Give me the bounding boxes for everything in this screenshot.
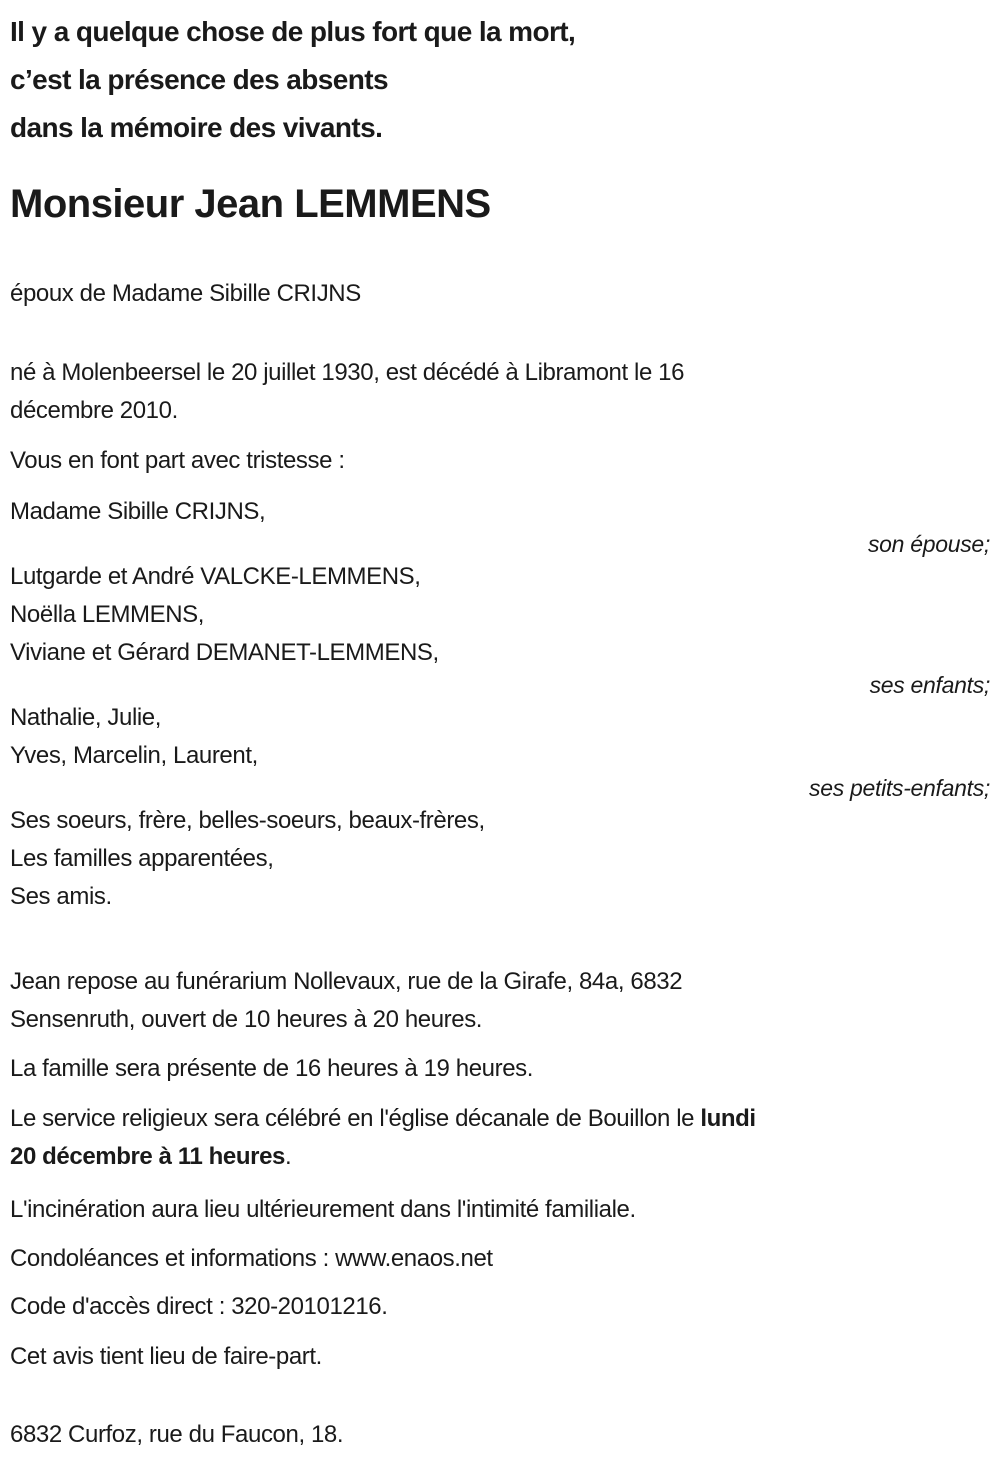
service-line-1-bold: lundi xyxy=(700,1105,756,1132)
intro-line: Vous en font part avec tristesse : xyxy=(10,447,345,474)
other-relatives-line: Ses soeurs, frère, belles-soeurs, beaux-frères, xyxy=(10,807,485,834)
footer-address-line: 6832 Curfoz, rue du Faucon, 18. xyxy=(10,1421,344,1448)
children-relationship-label: ses enfants; xyxy=(869,672,990,698)
grandchild-name: Nathalie, Julie, xyxy=(10,704,162,731)
epigraph-line-1: Il y a quelque chose de plus fort que la mort, xyxy=(10,16,576,47)
spouse-relation-line: époux de Madame Sibille CRIJNS xyxy=(10,280,361,307)
repose-line-1: Jean repose au funérarium Nollevaux, rue de la Girafe, 84a, 6832 xyxy=(10,968,683,995)
family-grandchildren-group xyxy=(10,699,990,775)
spouse-name: Madame Sibille CRIJNS, xyxy=(10,498,266,525)
service-paragraph xyxy=(10,1100,990,1176)
service-line-1-text: Le service religieux sera célébré en l'église décanale de Bouillon le xyxy=(10,1105,701,1132)
birth-death-paragraph xyxy=(10,354,990,430)
service-line-2-bold: 20 décembre à 11 heures xyxy=(10,1143,285,1170)
epigraph-line-3: dans la mémoire des vivants. xyxy=(10,112,383,143)
family-children-group xyxy=(10,558,990,672)
repose-line-2: Sensenruth, ouvert de 10 heures à 20 heures. xyxy=(10,1006,483,1033)
birth-death-line-1: né à Molenbeersel le 20 juillet 1930, est décédé à Libramont le 16 xyxy=(10,359,685,386)
deceased-name-heading: Monsieur Jean LEMMENS xyxy=(10,182,491,226)
service-line-2-period: . xyxy=(284,1143,292,1170)
spouse-relationship-label: son épouse; xyxy=(867,531,990,557)
epigraph-line-2: c’est la présence des absents xyxy=(10,64,388,95)
birth-death-line-2: décembre 2010. xyxy=(10,397,178,424)
access-code-line: Code d'accès direct : 320-20101216. xyxy=(10,1293,388,1320)
grandchild-name: Yves, Marcelin, Laurent, xyxy=(10,742,258,769)
child-name: Noëlla LEMMENS, xyxy=(10,601,205,628)
other-relatives-line: Ses amis. xyxy=(10,883,112,910)
family-spouse-group xyxy=(10,493,990,531)
child-name: Lutgarde et André VALCKE-LEMMENS, xyxy=(10,563,421,590)
other-relatives-line: Les familles apparentées, xyxy=(10,845,274,872)
faire-part-notice-line: Cet avis tient lieu de faire-part. xyxy=(10,1343,322,1370)
family-others-group xyxy=(10,802,990,916)
service-line-1 xyxy=(10,1100,990,1138)
grandchildren-relationship-label: ses petits-enfants; xyxy=(809,775,990,801)
cremation-line: L'incinération aura lieu ultérieurement dans l'intimité familiale. xyxy=(10,1196,636,1223)
child-name: Viviane et Gérard DEMANET-LEMMENS, xyxy=(10,639,439,666)
service-line-2 xyxy=(10,1138,990,1176)
epigraph xyxy=(10,8,990,152)
condolences-line: Condoléances et informations : www.enaos.net xyxy=(10,1245,493,1272)
family-presence-line: La famille sera présente de 16 heures à 19 heures. xyxy=(10,1055,534,1082)
repose-paragraph xyxy=(10,963,990,1039)
